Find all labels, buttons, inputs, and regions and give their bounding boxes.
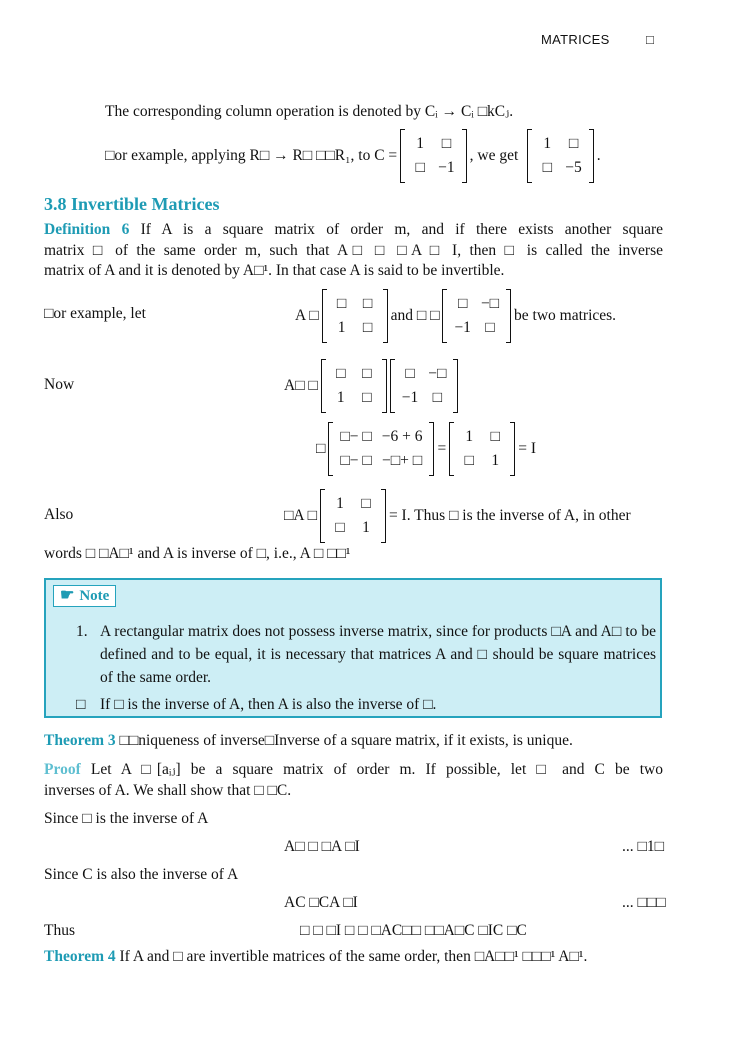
- since-2: Since C is also the inverse of A: [44, 866, 239, 883]
- theorem-4: [44, 948, 587, 966]
- matrix-cell: □: [490, 428, 500, 445]
- section-title: Invertible Matrices: [71, 194, 220, 214]
- pointing-hand-icon: ☛: [60, 587, 75, 604]
- note-item-number: □: [76, 696, 86, 713]
- matrix-cell: □: [362, 319, 373, 336]
- matrix-C: [400, 130, 467, 182]
- matrix-cell: −1: [401, 389, 419, 406]
- definition-line-3: matrix of A and it is denoted by A□¹. In that case A is said to be invertible.: [44, 262, 505, 279]
- matrix-cell: □: [432, 389, 443, 406]
- running-header: [541, 32, 610, 47]
- proof-text-1: Let A □[aᵢⱼ] be a square matrix of order m. If possible, let □ and C be two: [90, 761, 664, 778]
- definition-line-1: [44, 221, 663, 239]
- theorem-4-text: If A and □ are invertible matrices of the same order, then □A□□¹ □□□¹ A□¹.: [119, 948, 588, 965]
- proof-line-1: [44, 760, 663, 779]
- words-line: words □ □A□¹ and A is inverse of □, i.e., A □ □□¹: [44, 545, 351, 562]
- equals-sign: =: [437, 440, 447, 457]
- example-let-matrices: [295, 290, 616, 342]
- section-heading: [44, 194, 219, 215]
- theorem-3-label: Theorem 3: [44, 732, 116, 749]
- matrix-cell: □− □: [340, 452, 372, 469]
- equation-2-tag: ... □□□: [622, 894, 666, 911]
- column-operation-line: The corresponding column operation is denoted by Cᵢ → Cᵢ □kCⱼ.: [105, 103, 514, 120]
- matrix-result: [527, 130, 594, 182]
- matrix-cell: −5: [565, 159, 582, 176]
- lhs-BA: □A □: [284, 507, 317, 524]
- matrix-cell: □− □: [340, 428, 372, 445]
- matrix-cell: □: [362, 365, 372, 382]
- definition-label: Definition 6: [44, 221, 130, 238]
- matrix-cell: −1: [454, 319, 471, 336]
- example-end: .: [596, 147, 601, 164]
- theorem-4-label: Theorem 4: [44, 948, 116, 965]
- note-item-text: If □ is the inverse of A, then A is also the inverse of □.: [100, 696, 437, 713]
- matrix-B-mult: [390, 360, 459, 412]
- matrix-cell: 1: [362, 519, 370, 536]
- matrix-cell: □: [336, 295, 347, 312]
- matrix-identity: [449, 423, 515, 475]
- thus-label: Thus: [44, 922, 75, 939]
- matrix-cell: 1: [543, 135, 552, 152]
- matrix-cell: 1: [465, 428, 474, 445]
- matrix-cell: 1: [337, 319, 346, 336]
- matrix-cell: □: [335, 519, 345, 536]
- matrix-cell: □: [336, 365, 346, 382]
- matrix-B: [442, 290, 511, 342]
- matrix-cell: □: [458, 295, 468, 312]
- matrix-expanded: [328, 423, 434, 475]
- section-number: 3.8: [44, 194, 67, 214]
- definition-text-1: If A is a square matrix of order m, and if there exists another square: [140, 221, 664, 238]
- equation-2: AC □CA □I: [284, 894, 358, 911]
- definition-line-2: matrix □ of the same order m, such that A□ □ □A □ I, then □ is called the inverse: [44, 242, 663, 259]
- matrix-cell: □: [568, 135, 579, 152]
- matrix-cell: □: [405, 365, 415, 382]
- note-tag: [53, 585, 116, 607]
- proof-label: Proof: [44, 761, 81, 778]
- note-box: [44, 578, 662, 718]
- and-text: and □ □: [390, 307, 440, 324]
- chapter-title: MATRICES: [541, 32, 610, 47]
- product-BA: [284, 490, 631, 542]
- matrix-cell: 1: [336, 389, 345, 406]
- lhs-A: A □: [295, 307, 319, 324]
- example-suffix: be two matrices.: [514, 307, 617, 324]
- matrix-cell: −□: [480, 295, 500, 312]
- matrix-cell: 1: [416, 135, 425, 152]
- example-let-label: □or example, let: [44, 305, 146, 322]
- matrix-cell: □: [485, 319, 495, 336]
- matrix-cell: −6 + 6: [381, 428, 423, 445]
- matrix-cell: 1: [491, 452, 500, 469]
- matrix-A-mult: [321, 360, 387, 412]
- matrix-cell: □: [415, 159, 425, 176]
- note-item-2: [76, 693, 656, 716]
- note-label: Note: [79, 588, 110, 604]
- example-row-operation: [105, 130, 601, 182]
- matrix-cell: □: [362, 389, 372, 406]
- matrix-cell: 1: [336, 495, 344, 512]
- matrix-cell: □: [542, 159, 552, 176]
- product-expanded: [316, 423, 536, 475]
- matrix-cell: □: [464, 452, 474, 469]
- product-AB: [284, 360, 461, 412]
- lhs-AB: A□ □: [284, 377, 318, 394]
- note-item-number: 1.: [76, 623, 88, 640]
- also-suffix: = I. Thus □ is the inverse of A, in other: [388, 507, 631, 524]
- matrix-cell: −1: [438, 159, 455, 176]
- since-1: Since □ is the inverse of A: [44, 810, 209, 827]
- matrix-cell: −□+ □: [382, 452, 423, 469]
- matrix-cell: □: [361, 495, 371, 512]
- also-label: Also: [44, 506, 74, 523]
- thus-equation: □ □ □I □ □ □AC□□ □□A□C □IC □C: [300, 922, 527, 939]
- equation-1: A□ □ □A □I: [284, 838, 360, 855]
- theorem-3: [44, 732, 573, 750]
- note-item-text: A rectangular matrix does not possess inverse matrix, since for products □A and A□ to be defined and to be equal, it is necessary that matrices A and □ should be square matrices of the same order.: [100, 623, 656, 686]
- matrix-cell: □: [441, 135, 452, 152]
- note-item-1: [76, 620, 656, 689]
- now-label: Now: [44, 376, 75, 393]
- matrix-cell: □: [362, 295, 373, 312]
- page-number: □: [646, 32, 654, 47]
- proof-line-2: inverses of A. We shall show that □ □C.: [44, 782, 292, 799]
- theorem-3-text: □□niqueness of inverse□Inverse of a square matrix, if it exists, is unique.: [119, 732, 573, 749]
- equation-1-tag: ... □1□: [622, 838, 664, 855]
- matrix-identity-2: [320, 490, 386, 542]
- eq-sign: □: [316, 440, 326, 457]
- example-mid: , we get: [469, 147, 519, 164]
- matrix-cell: −□: [428, 365, 447, 382]
- matrix-A: [322, 290, 388, 342]
- example-prefix: □or example, applying R□ → R□ □□R₁, to C =: [105, 147, 398, 164]
- equals-I: = I: [518, 440, 536, 457]
